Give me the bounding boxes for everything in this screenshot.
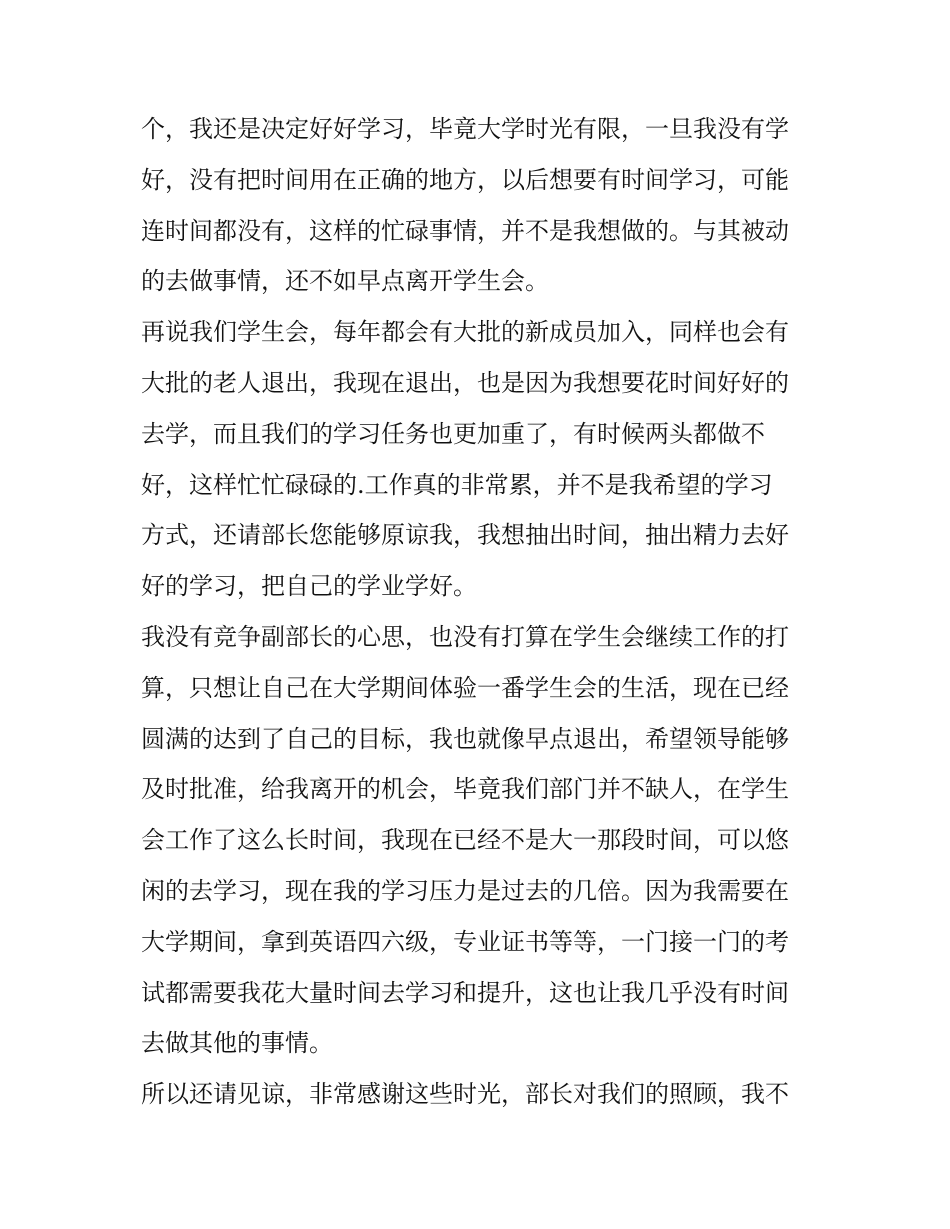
text-line: 好的学习，把自己的学业学好。 (141, 572, 477, 601)
text-line: 连时间都没有，这样的忙碌事情，并不是我想做的。与其被动 (141, 216, 789, 245)
text-line: 方式，还请部长您能够原谅我，我想抽出时间，抽出精力去好 (141, 521, 789, 550)
text-line: 大批的老人退出，我现在退出，也是因为我想要花时间好好的 (141, 368, 789, 397)
text-line: 我没有竞争副部长的心思，也没有打算在学生会继续工作的打 (141, 622, 789, 651)
text-line: 算，只想让自己在大学期间体验一番学生会的生活，现在已经 (141, 673, 789, 702)
text-line: 再说我们学生会，每年都会有大批的新成员加入，同样也会有 (141, 318, 789, 347)
text-line: 的去做事情，还不如早点离开学生会。 (141, 267, 549, 296)
text-line: 及时批准，给我离开的机会，毕竟我们部门并不缺人，在学生 (141, 775, 789, 804)
text-line: 个，我还是决定好好学习，毕竟大学时光有限，一旦我没有学 (141, 115, 789, 143)
text-line: 圆满的达到了自己的目标，我也就像早点退出，希望领导能够 (141, 724, 789, 753)
text-line: 去做其他的事情。 (141, 1029, 333, 1058)
text-line: 闲的去学习，现在我的学习压力是过去的几倍。因为我需要在 (141, 876, 789, 905)
document-body (141, 104, 811, 1120)
text-line: 大学期间，拿到英语四六级，专业证书等等，一门接一门的考 (141, 927, 789, 956)
text-line: 所以还请见谅，非常感谢这些时光，部长对我们的照顾，我不 (141, 1080, 789, 1109)
text-line: 去学，而且我们的学习任务也更加重了，有时候两头都做不 (141, 419, 765, 448)
text-line: 试都需要我花大量时间去学习和提升，这也让我几乎没有时间 (141, 978, 789, 1007)
text-line: 好，这样忙忙碌碌的.工作真的非常累，并不是我希望的学习 (141, 470, 773, 499)
text-line: 会工作了这么长时间，我现在已经不是大一那段时间，可以悠 (141, 826, 789, 855)
text-line: 好，没有把时间用在正确的地方，以后想要有时间学习，可能 (141, 165, 789, 194)
